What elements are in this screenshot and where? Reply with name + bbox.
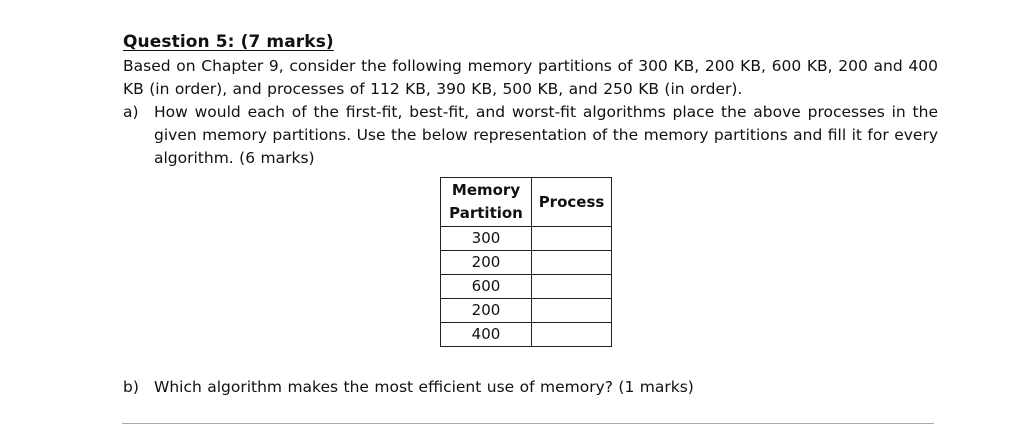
part-a-text: How would each of the first-fit, best-fit, and worst-fit algorithms place the above processes in the given memory partitions. Use the below representation of the memory partitions and fill it for every algorithm. (6 marks) — [154, 103, 938, 167]
part-b-block — [123, 376, 938, 399]
question-title: Question 5: (7 marks) — [123, 32, 334, 52]
header-memory-partition — [441, 178, 532, 227]
process-cell — [532, 323, 612, 347]
question-block — [123, 30, 938, 170]
process-cell — [532, 227, 612, 251]
header-partition-line2: Partition — [449, 204, 523, 222]
bottom-divider — [122, 423, 934, 424]
process-cell — [532, 275, 612, 299]
partition-cell: 300 — [441, 227, 532, 251]
table-row — [441, 275, 612, 299]
table-row — [441, 251, 612, 275]
question-intro: Based on Chapter 9, consider the following memory partitions of 300 KB, 200 KB, 600 KB, 200 and 400 KB (in order), and processes of 112 KB, 390 KB, 500 KB, and 250 KB (in order). — [123, 57, 938, 98]
part-a-marker: a) — [123, 103, 139, 121]
header-partition-line1: Memory — [451, 181, 521, 199]
header-process: Process — [532, 178, 612, 227]
partition-cell: 400 — [441, 323, 532, 347]
table-header-row — [441, 178, 612, 227]
part-b — [123, 376, 938, 399]
partition-cell: 200 — [441, 251, 532, 275]
partition-cell: 600 — [441, 275, 532, 299]
part-a — [123, 101, 938, 170]
partition-cell: 200 — [441, 299, 532, 323]
part-b-text: Which algorithm makes the most efficient use of memory? (1 marks) — [154, 378, 694, 396]
memory-partition-table — [440, 177, 612, 347]
part-b-marker: b) — [123, 378, 139, 396]
table-row — [441, 299, 612, 323]
process-cell — [532, 299, 612, 323]
table-row — [441, 227, 612, 251]
process-cell — [532, 251, 612, 275]
table-row — [441, 323, 612, 347]
